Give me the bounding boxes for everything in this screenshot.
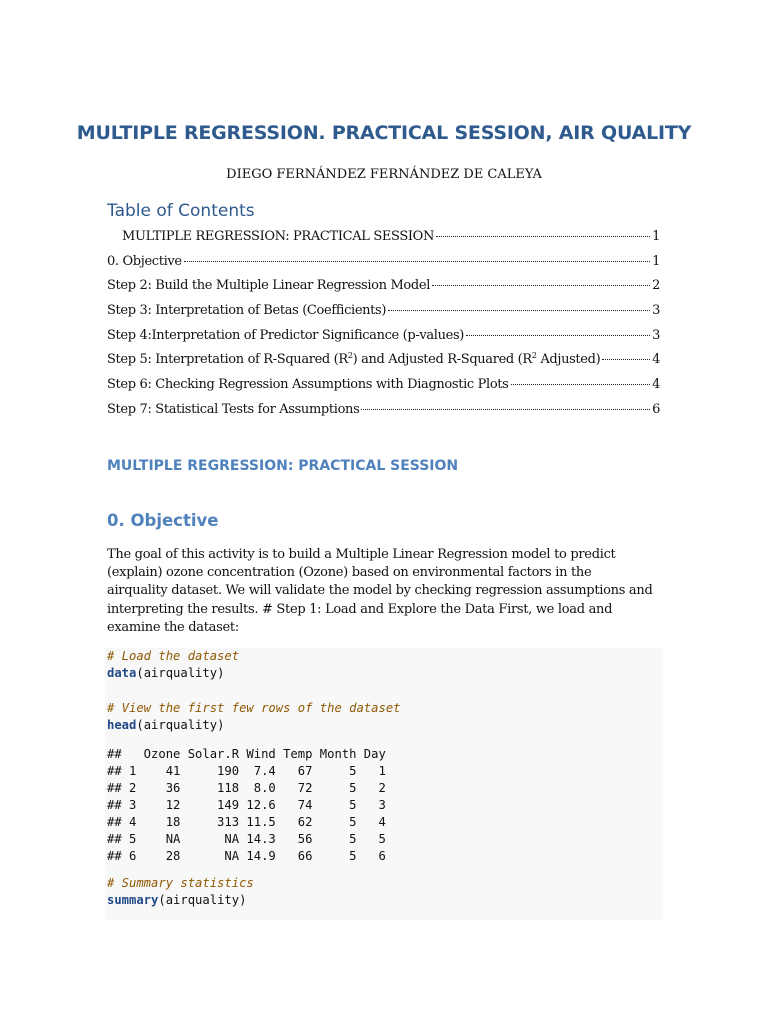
toc-entry-title-part: Step 5: Interpretation of R-Squared (R: [107, 352, 348, 368]
toc-page-number: 4: [652, 377, 660, 393]
code-function: data: [107, 666, 137, 680]
toc-leader-dots: [432, 281, 650, 286]
section-heading: MULTIPLE REGRESSION: PRACTICAL SESSION: [107, 458, 459, 474]
toc-page-number: 1: [652, 253, 660, 269]
toc-entry-step-4[interactable]: [107, 327, 660, 352]
toc-page-number: 3: [652, 303, 660, 319]
toc-page-number: 4: [652, 352, 660, 368]
toc-entry-step-5[interactable]: [107, 351, 660, 376]
code-line-head: [107, 717, 224, 734]
toc-entry-title: Step 4:Interpretation of Predictor Significance (p-values): [107, 327, 465, 343]
output-line: ## 3 12 149 12.6 74 5 3: [107, 798, 386, 812]
output-line: ## 6 28 NA 14.9 66 5 6: [107, 849, 386, 863]
objective-heading: 0. Objective: [107, 511, 219, 530]
toc-entry-title-part: ) and Adjusted R-Squared (R: [352, 352, 532, 368]
paragraph-line: (explain) ozone concentration (Ozone) based on environmental factors in the: [107, 565, 592, 581]
paragraph-line: examine the dataset:: [107, 619, 239, 635]
output-line: ## 5 NA NA 14.3 56 5 5: [107, 832, 386, 846]
toc-entry-title: Step 3: Interpretation of Betas (Coefficients): [107, 303, 387, 319]
output-line: ## 2 36 118 8.0 72 5 2: [107, 781, 386, 795]
author-name: DIEGO FERNÁNDEZ FERNÁNDEZ DE CALEYA: [226, 167, 542, 182]
paragraph-line: interpreting the results. # Step 1: Load and Explore the Data First, we load and: [107, 601, 613, 617]
document-title: MULTIPLE REGRESSION. PRACTICAL SESSION, AIR QUALITY: [76, 122, 692, 144]
code-function: head: [107, 718, 137, 732]
toc-leader-dots: [388, 306, 650, 311]
code-arguments: (airquality): [136, 666, 225, 680]
code-comment: # View the first few rows of the dataset: [107, 701, 401, 715]
toc-page-number: 1: [652, 229, 660, 244]
superscript-two: 2: [347, 351, 353, 361]
code-arguments: (airquality): [136, 718, 225, 732]
toc-leader-dots: [361, 405, 650, 410]
toc-entry-title: Step 6: Checking Regression Assumptions with Diagnostic Plots: [107, 377, 509, 393]
table-of-contents: [107, 228, 660, 426]
toc-entry-objective[interactable]: [107, 253, 660, 278]
toc-entry-title-part: Adjusted): [536, 352, 601, 368]
code-line-data: [107, 665, 224, 682]
paragraph-line: The goal of this activity is to build a Multiple Linear Regression model to predict: [107, 547, 616, 562]
toc-entry-multiple-regression[interactable]: [107, 228, 660, 253]
code-line-summary: [107, 892, 246, 909]
toc-entry-title: [107, 351, 600, 369]
paragraph-line: airquality dataset. We will validate the model by checking regression assumptions and: [107, 583, 653, 599]
toc-leader-dots: [436, 232, 650, 237]
toc-page-number: 3: [652, 327, 660, 343]
toc-entry-title: Step 7: Statistical Tests for Assumptions: [107, 401, 360, 417]
toc-leader-dots: [511, 380, 651, 385]
output-line: ## Ozone Solar.R Wind Temp Month Day: [107, 747, 386, 761]
toc-entry-title: 0. Objective: [107, 253, 182, 269]
toc-entry-title: MULTIPLE REGRESSION: PRACTICAL SESSION: [122, 229, 435, 244]
toc-entry-step-2[interactable]: [107, 277, 660, 302]
toc-entry-step-7[interactable]: [107, 401, 660, 426]
toc-heading: Table of Contents: [107, 201, 255, 221]
output-line: ## 4 18 313 11.5 62 5 4: [107, 815, 386, 829]
toc-leader-dots: [466, 331, 650, 336]
code-block: [105, 648, 663, 920]
code-function: summary: [107, 893, 159, 907]
code-comment: # Summary statistics: [107, 876, 254, 890]
code-comment: # Load the dataset: [107, 649, 240, 663]
toc-page-number: 6: [652, 401, 660, 417]
toc-entry-title: Step 2: Build the Multiple Linear Regression Model: [107, 278, 431, 294]
toc-entry-step-3[interactable]: [107, 302, 660, 327]
output-line: ## 1 41 190 7.4 67 5 1: [107, 764, 386, 778]
toc-leader-dots: [184, 257, 650, 262]
objective-paragraph: [107, 546, 667, 637]
toc-leader-dots: [602, 355, 650, 360]
toc-page-number: 2: [652, 278, 660, 294]
superscript-two: 2: [531, 351, 537, 361]
toc-entry-step-6[interactable]: [107, 376, 660, 401]
code-arguments: (airquality): [158, 893, 247, 907]
